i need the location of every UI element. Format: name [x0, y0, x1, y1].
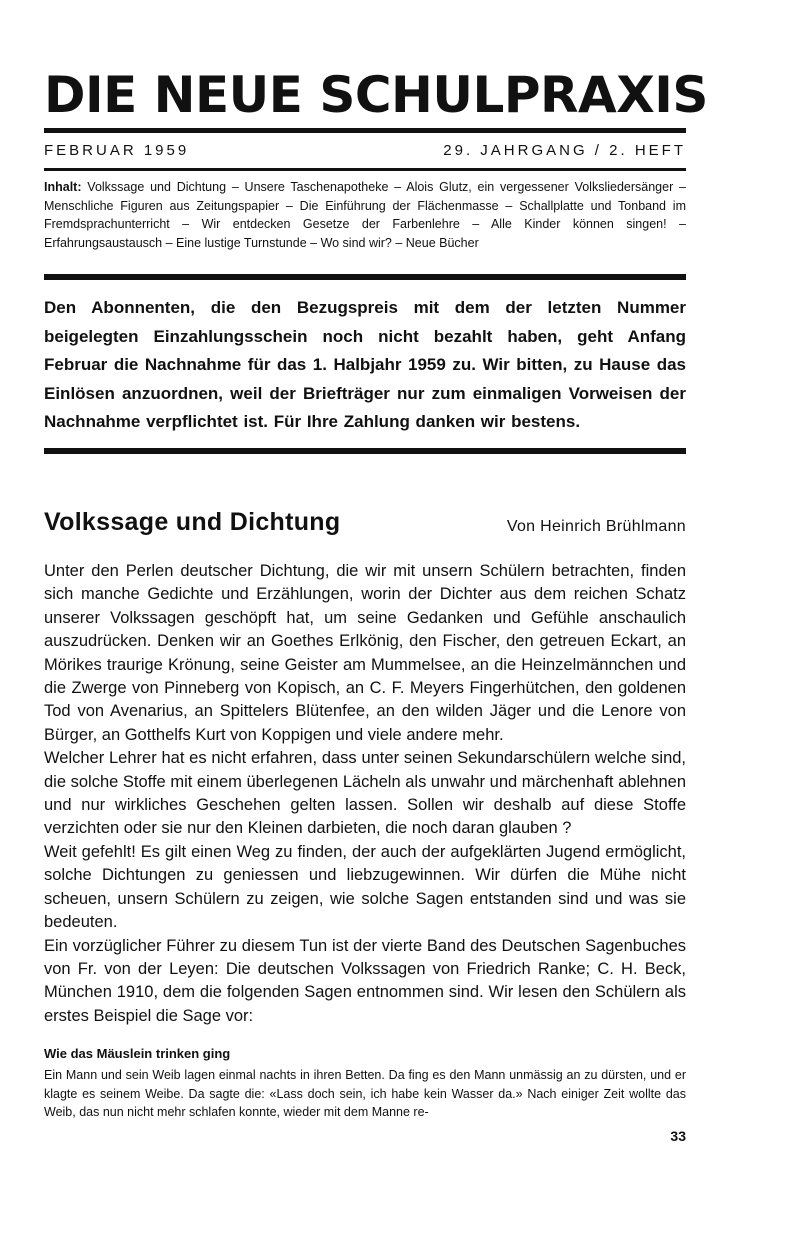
subscriber-notice: Den Abonnenten, die den Bezugspreis mit dem der letzten Nummer beigelegten Einzahlungsschein noch nicht bezahlt haben, geht Anfang Februar die Nachnahme für das 1. Halbjahr 1959 zu. Wir bitten, zu Hause das Einlösen anzuordnen, weil der Briefträger nur zum einmaligen Vorweisen der Nachnahme verpflichtet ist. Für Ihre Zahlung danken wir bestens. — [44, 298, 686, 431]
article-title: Volkssage und Dichtung — [44, 508, 341, 536]
excerpt-paragraph: Ein Mann und sein Weib lagen einmal nachts in ihren Betten. Da fing es den Mann unmässig an zu dürsten, und er klagte es seinem Weibe. Da sagte die: «Lass doch sein, ich habe kein Wasser da.» Nach einiger Zeit wollte das Weib, das nun nicht mehr schlafen konnte, wieder mit dem Manne re- — [44, 1068, 686, 1119]
table-of-contents — [44, 178, 686, 252]
masthead-title: DIE NEUE SCHULPRAXIS — [44, 66, 708, 124]
excerpt-text — [44, 1066, 686, 1122]
notice-rule — [44, 448, 686, 454]
article-paragraph: Unter den Perlen deutscher Dichtung, die wir mit unsern Schülern betrachten, finden sich manche Gedichte und Erzählungen, worin der Dichter aus dem reichen Schatz unserer Volkssagen geschöpft hat, um seine Gedanken und Gefühle anschaulich auszudrücken. Denken wir an Goethes Erlkönig, den Fischer, den getreuen Eckart, an Mörikes traurige Krönung, seine Geister am Mummelsee, an die Heinzelmännchen und die Zwerge von Pinneberg von Kopisch, an C. F. Meyers Fingerhütchen, den goldenen Tod von Avenarius, an Spittelers Blütenfee, an den wilden Jäger und die Lenore von Bürger, an Gotthelfs Kurt von Koppigen und viele andere mehr. — [44, 562, 686, 744]
excerpt-title: Wie das Mäuslein trinken ging — [44, 1046, 231, 1061]
contents-text: Volkssage und Dichtung – Unsere Taschenapotheke – Alois Glutz, ein vergessener Volksliedersänger – Menschliche Figuren aus Zeitungspapier – Die Einführung der Flächenmasse – Schallplatte und Tonband im Fremdsprachunterricht – Wir entdecken Gesetze der Farbenlehre – Alle Kinder können singen! – Erfahrungsaustausch – Eine lustige Turnstunde – Wo sind wir? – Neue Bücher — [44, 180, 686, 250]
article-header — [44, 508, 686, 548]
masthead-rule — [44, 128, 686, 133]
issue-volume: 29. JAHRGANG / 2. HEFT — [443, 142, 686, 159]
issue-rule — [44, 168, 686, 171]
article-paragraph: Weit gefehlt! Es gilt einen Weg zu finden, der auch der aufgeklärten Jugend ermöglicht, solche Dichtungen zu geniessen und liebzugewinnen. Wir dürfen die Mühe nicht scheuen, unsern Schülern zu zeigen, wie solche Sagen entstanden sind und was sie bedeuten. — [44, 842, 686, 932]
article-body — [44, 560, 686, 1028]
issue-date: FEBRUAR 1959 — [44, 142, 190, 159]
contents-rule — [44, 274, 686, 280]
article-paragraph: Welcher Lehrer hat es nicht erfahren, dass unter seinen Sekundarschülern welche sind, die solche Stoffe mit einem überlegenen Lächeln als unwahr und märchenhaft ablehnen und nur wirkliches Geschehen gelten lassen. Sollen wir deshalb auf diese Stoffe verzichten oder sie nur den Kleinen darbieten, die noch daran glauben ? — [44, 749, 686, 838]
issue-line — [44, 142, 686, 159]
article-paragraph: Ein vorzüglicher Führer zu diesem Tun ist der vierte Band des Deutschen Sagenbuches von Fr. von der Leyen: Die deutschen Volkssagen von Friedrich Ranke; C. H. Beck, München 1910, dem die folgenden Sagen entnommen sind. Wir lesen den Schülern als erstes Beispiel die Sage vor: — [44, 936, 686, 1025]
contents-label: Inhalt: — [44, 180, 82, 194]
article-author: Von Heinrich Brühlmann — [506, 518, 686, 535]
page-number: 33 — [670, 1128, 686, 1144]
